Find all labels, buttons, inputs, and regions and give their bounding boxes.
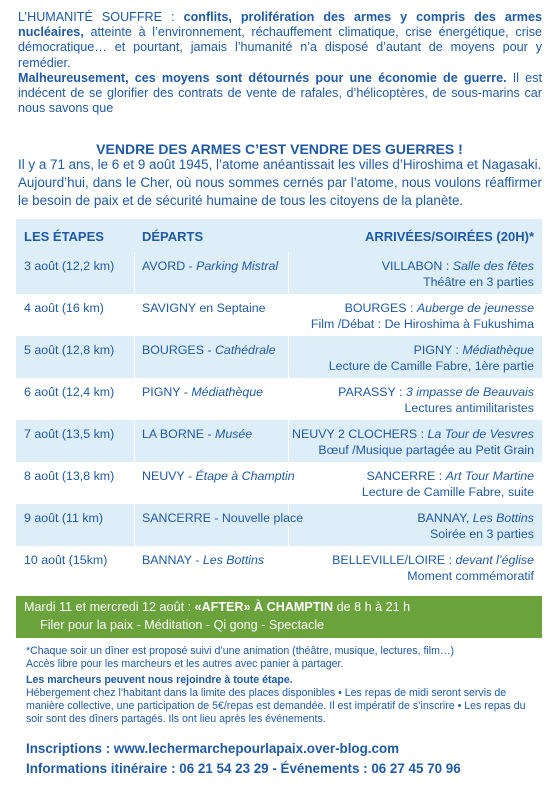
arrival-site: Auberge de jeunesse xyxy=(416,301,534,315)
table-row xyxy=(16,462,542,504)
stage-date: 4 août (16 km) xyxy=(24,301,104,315)
departure xyxy=(142,510,303,526)
table-row xyxy=(16,294,542,336)
departure xyxy=(142,384,263,400)
stage-date: 10 août (15km) xyxy=(24,553,108,567)
departure xyxy=(142,342,276,358)
column-divider xyxy=(134,294,135,336)
stages-table xyxy=(16,219,542,590)
history-text xyxy=(18,156,542,211)
header-arrivees: ARRIVÉES/SOIRÉES (20H)* xyxy=(364,229,534,244)
headline: VENDRE DES ARMES C’EST VENDRE DES GUERRES ! xyxy=(96,141,463,157)
history-p2: Aujourd’hui, dans le Cher, où nous sommes cernés par l’atome, nous voulons réaffirmer le besoin de paix et de sécurité humaine de tous les citoyens de la planète. xyxy=(18,175,542,209)
after-line2: Filer pour la paix - Méditation - Qi gong - Spectacle xyxy=(40,618,325,632)
column-divider xyxy=(134,420,135,462)
column-divider xyxy=(134,336,135,378)
arrival xyxy=(417,510,534,542)
arrival-site: Salle des fêtes xyxy=(452,259,534,273)
departure-site: Étape à Champtin xyxy=(195,469,295,483)
history-p1: Il y a 71 ans, le 6 et 9 août 1945, l’atome anéantissait les villes d’Hiroshima et Nagasaki. xyxy=(18,157,542,172)
stage-date: 9 août (11 km) xyxy=(24,511,103,525)
arrival-town: PIGNY : xyxy=(413,343,463,357)
evening-event: Moment commémoratif xyxy=(407,569,534,583)
table-row xyxy=(16,378,542,420)
departure-town: BOURGES - xyxy=(142,343,215,357)
departure-town: BANNAY - xyxy=(142,553,203,567)
evening-event: Bœuf /Musique partagée au Petit Grain xyxy=(318,443,534,457)
notes xyxy=(26,645,538,727)
table-row xyxy=(16,504,542,546)
arrival-town: BELLEVILLE/LOIRE : xyxy=(332,553,456,567)
header-departs: DÉPARTS xyxy=(142,229,204,244)
note-4: Hébergement chez l’habitant dans la limite des places disponibles • Les repas de midi seront servis de manière collective, une participation de 5€/repas est demandée. Il est impératif de s’inscrire • Les repas du soir sont des dîners partagés. Ils ont lieu après les événements. xyxy=(26,686,526,726)
column-divider xyxy=(134,546,135,588)
after-dates: Mardi 11 et mercredi 12 août : xyxy=(24,600,195,614)
departure-town: AVORD - xyxy=(142,259,197,273)
evening-event: Lecture de Camille Fabre, suite xyxy=(361,485,534,499)
intro-p2-rest: Il est indécent de se glorifier des contrats de vente de rafales, d’hélicoptères, de sous-marins car nous savons que xyxy=(18,70,542,116)
stage-date: 7 août (13,5 km) xyxy=(24,427,115,441)
departure-site: Médiathèque xyxy=(191,385,264,399)
column-divider xyxy=(288,294,289,336)
departure-site: Parking Mistral xyxy=(196,259,279,273)
note-3: Les marcheurs peuvent nous rejoindre à toute étape. xyxy=(26,673,293,686)
departure-site: Les Bottins xyxy=(202,553,265,567)
intro-p2-bold: Malheureusement, ces moyens sont détournés pour une économie de guerre. xyxy=(18,70,507,85)
column-divider xyxy=(288,336,289,378)
column-divider xyxy=(134,252,135,294)
arrival xyxy=(362,468,534,500)
departure-site: Cathédrale xyxy=(214,343,276,357)
departure xyxy=(142,258,278,274)
after-banner xyxy=(16,596,542,638)
arrival-town: PARASSY : xyxy=(338,385,406,399)
departure xyxy=(142,426,252,442)
arrival-town: BOURGES : xyxy=(344,301,417,315)
evening-event: Théâtre en 3 parties xyxy=(423,275,534,289)
column-divider xyxy=(288,252,289,294)
table-row xyxy=(16,336,542,378)
header-etapes: LES ÉTAPES xyxy=(24,229,104,244)
evening-event: Lectures antimilitaristes xyxy=(404,401,534,415)
column-divider xyxy=(134,504,135,546)
arrival-site: La Tour de Vesvres xyxy=(427,427,534,441)
after-title: «AFTER» À CHAMPTIN xyxy=(194,600,334,614)
arrival-site: Médiathèque xyxy=(462,343,534,357)
departure-town: PIGNY - xyxy=(142,385,192,399)
intro-rest: atteinte à l’environnement, réchauffement climatique, crise énergétique, crise démocratique… et pourtant, jamais l’humanité n’a disposé d’autant de moyens pour y remédier. xyxy=(18,25,542,70)
arrival xyxy=(382,258,534,290)
column-divider xyxy=(134,378,135,420)
stage-date: 6 août (12,4 km) xyxy=(24,385,115,399)
info-phones: Informations itinéraire : 06 21 54 23 29 - Événements : 06 27 45 70 96 xyxy=(26,761,461,776)
arrival-town: VILLABON : xyxy=(381,259,453,273)
departure xyxy=(142,468,295,484)
arrival-site: 3 impasse de Beauvais xyxy=(405,385,534,399)
inscriptions-link[interactable]: Inscriptions : www.lechermarchepourlapaix.over-blog.com xyxy=(26,741,400,756)
stage-date: 5 août (12,8 km) xyxy=(24,343,115,357)
departure-town: SANCERRE - Nouvelle place xyxy=(142,511,304,525)
evening-event: Film /Débat : De Hiroshima à Fukushima xyxy=(310,317,534,331)
note-1: *Chaque soir un dîner est proposé suivi d’une animation (théâtre, musique, lectures, film…) xyxy=(26,645,455,657)
arrival-town: SANCERRE : xyxy=(366,469,446,483)
note-2: Accès libre pour les marcheurs et les autres avec panier à partager. xyxy=(26,658,344,671)
arrival xyxy=(292,426,534,458)
departure xyxy=(142,300,266,316)
column-divider xyxy=(288,546,289,588)
arrival-town: NEUVY 2 CLOCHERS : xyxy=(292,427,428,441)
evening-event: Lecture de Camille Fabre, 1ère partie xyxy=(328,359,534,373)
arrival xyxy=(329,342,534,374)
arrival-site: Les Bottins xyxy=(472,511,534,525)
arrival xyxy=(338,384,534,416)
arrival xyxy=(311,300,534,332)
arrival xyxy=(332,552,534,584)
departure-town: LA BORNE - xyxy=(142,427,215,441)
arrival-town: BANNAY, xyxy=(417,511,473,525)
column-divider xyxy=(288,378,289,420)
departure-town: SAVIGNY en Septaine xyxy=(142,301,266,315)
table-row xyxy=(16,546,542,588)
table-header xyxy=(16,219,542,252)
column-divider xyxy=(288,420,289,462)
table-row xyxy=(16,252,542,294)
table-row xyxy=(16,420,542,462)
stage-date: 8 août (13,8 km) xyxy=(24,469,115,483)
after-hours: de 8 h à 21 h xyxy=(333,600,411,614)
departure-town: NEUVY - xyxy=(142,469,196,483)
departure-site: Musée xyxy=(215,427,253,441)
evening-event: Soirée en 3 parties xyxy=(429,527,534,541)
after-line1 xyxy=(24,599,410,616)
intro-lead: L’HUMANITÉ SOUFFRE : xyxy=(18,10,184,24)
departure xyxy=(142,552,264,568)
intro-text xyxy=(18,10,542,116)
stage-date: 3 août (12,2 km) xyxy=(24,259,115,273)
intro-bold: conflits, prolifération des armes y compris des armes nucléaires, xyxy=(18,10,542,40)
arrival-site: devant l’église xyxy=(455,553,534,567)
arrival-site: Art Tour Martine xyxy=(445,469,534,483)
column-divider xyxy=(134,462,135,504)
